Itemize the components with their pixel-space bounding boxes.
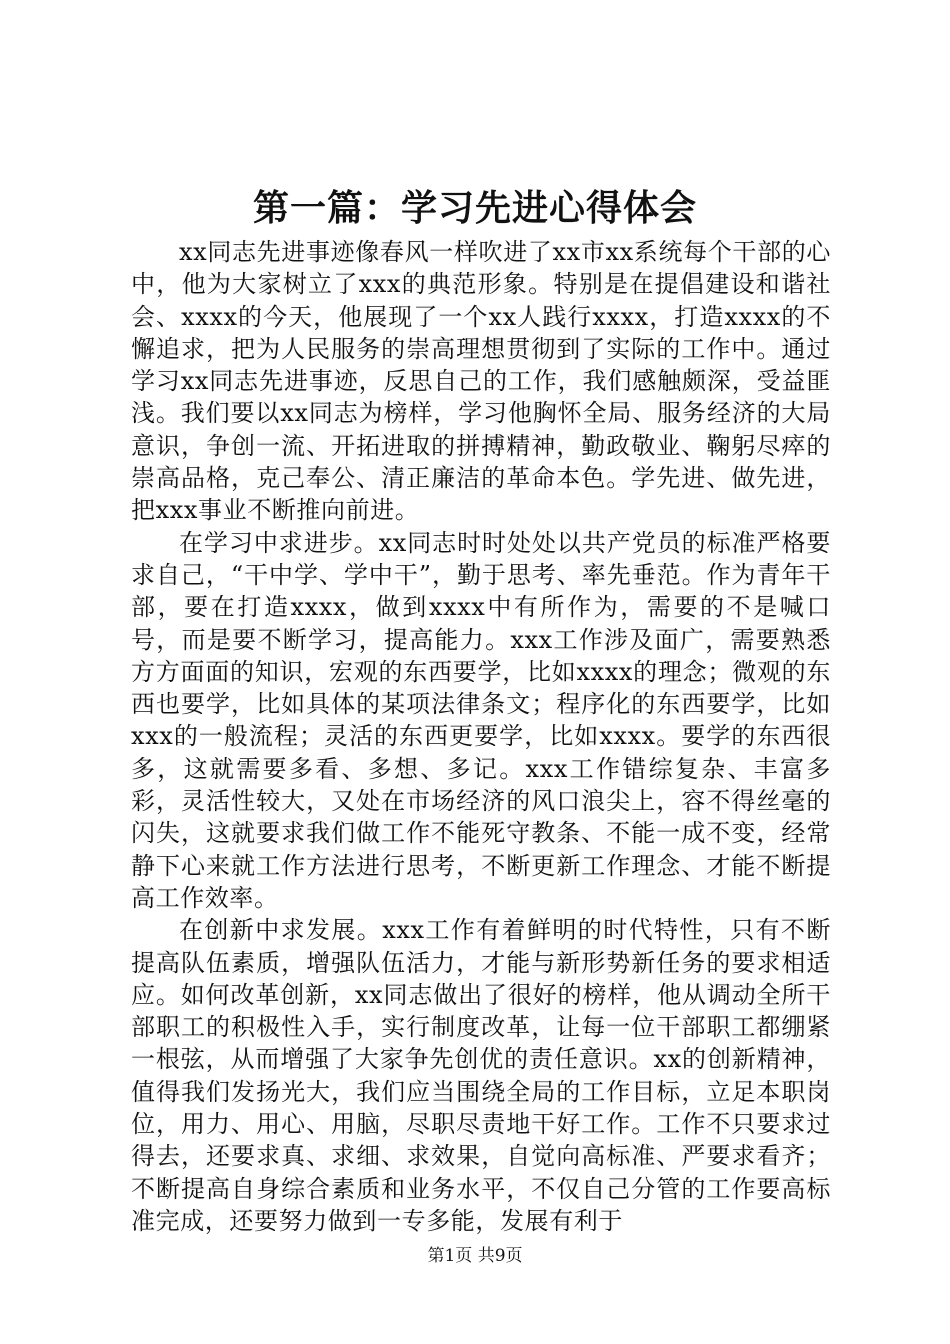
page-footer: 第1页 共9页 — [427, 1246, 523, 1266]
paragraph-1: xx同志先进事迹像春风一样吹进了xx市xx系统每个干部的心中，他为大家树立了xxx的典范形象。特别是在提倡建设和谐社会、xxxx的今天，他展现了一个xx人践行xxxx，打造xxxx的不懈追求，把为人民服务的崇高理想贯彻到了实际的工作中。通过学习xx同志先进事迹，反思自己的工作，我们感触颇深，受益匪浅。我们要以xx同志为榜样，学习他胸怀全局、服务经济的大局意识，争创一流、开拓进取的拼搏精神，勤政敬业、鞠躬尽瘁的崇高品格，克己奉公、清正廉洁的革命本色。学先进、做先进，把xxx事业不断推向前进。 — [131, 238, 831, 525]
paragraph-2: 在学习中求进步。xx同志时时处处以共产党员的标准严格要求自己，“干中学、学中干”，勤于思考、率先垂范。作为青年干部，要在打造xxxx，做到xxxx中有所作为，需要的不是喊口号，而是要不断学习，提高能力。xxx工作涉及面广，需要熟悉方方面面的知识，宏观的东西要学，比如xxxx的理念；微观的东西也要学，比如具体的某项法律条文；程序化的东西要学，比如xxx的一般流程；灵活的东西更要学，比如xxxx。要学的东西很多，这就需要多看、多想、多记。xxx工作错综复杂、丰富多彩，灵活性较大，又处在市场经济的风口浪尖上，容不得丝毫的闪失，这就要求我们做工作不能死守教条、不能一成不变，经常静下心来就工作方法进行思考，不断更新工作理念、才能不断提高工作效率。 — [131, 528, 831, 912]
document-title: 第一篇：学习先进心得体会 — [252, 187, 697, 229]
document-body — [131, 236, 831, 1237]
paragraph-3: 在创新中求发展。xxx工作有着鲜明的时代特性，只有不断提高队伍素质，增强队伍活力，才能与新形势新任务的要求相适应。如何改革创新，xx同志做出了很好的榜样，他从调动全所干部职工的积极性入手，实行制度改革，让每一位干部职工都绷紧一根弦，从而增强了大家争先创优的责任意识。xx的创新精神，值得我们发扬光大，我们应当围绕全局的工作目标，立足本职岗位，用力、用心、用脑，尽职尽责地干好工作。工作不只要求过得去，还要求真、求细、求效果，自觉向高标准、严要求看齐；不断提高自身综合素质和业务水平，不仅自己分管的工作要高标准完成，还要努力做到一专多能，发展有利于 — [131, 916, 831, 1235]
